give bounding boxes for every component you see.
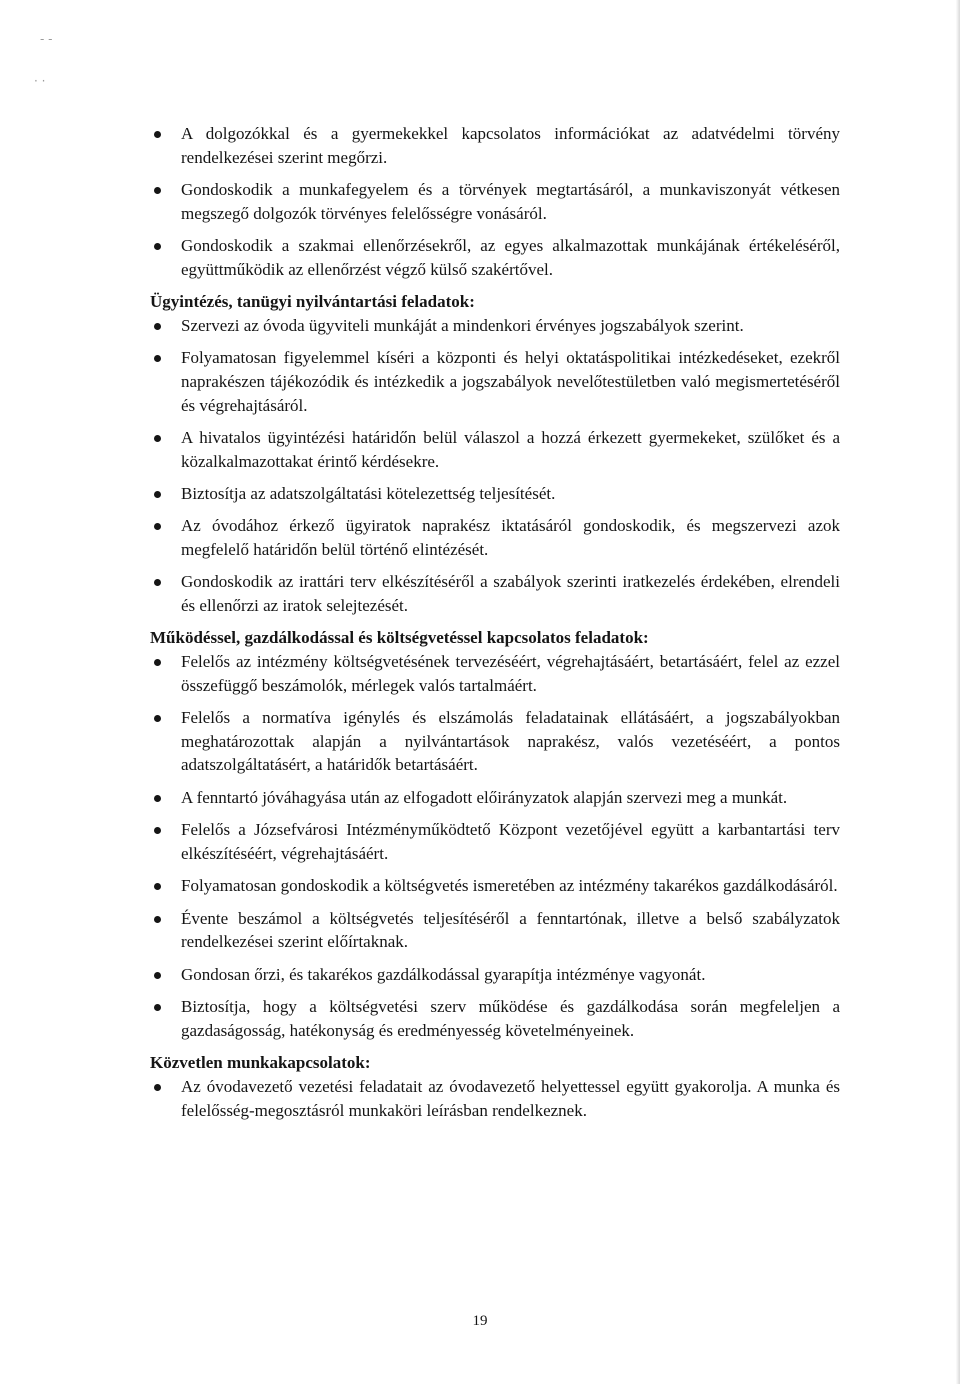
list-item: [150, 907, 840, 954]
list-item: [150, 314, 840, 338]
list-item: [150, 995, 840, 1042]
bullet-icon: [154, 715, 161, 722]
list-item-text: Felelős az intézmény költségvetésének tervezéséért, végrehajtásáért, betartásáért, felel az ezzel összefüggő beszámolók, mérlegek valós tartalmáért.: [181, 652, 840, 695]
list-item: [150, 874, 840, 898]
list-item: [150, 426, 840, 473]
list-item: [150, 122, 840, 169]
list-item-text: Évente beszámol a költségvetés teljesítéséről a fenntartónak, illetve a belső szabályzatok rendelkezései szerint előírtaknak.: [181, 908, 840, 952]
bullet-icon: [154, 883, 161, 890]
bullet-icon: [154, 491, 161, 498]
list-item-text: Felelős a normatíva igénylés és elszámolás feladatainak ellátásáért, a jogszabályokban meghatározottak alapján a nyilvántartások naprakész, valós vezetéséért, a pontos adatszolgáltatásért, a határidők betartásáért.: [181, 708, 840, 775]
list-item: [150, 178, 840, 225]
scan-mark: · ·: [34, 74, 46, 88]
bullet-icon: [154, 827, 161, 834]
list-item-text: A dolgozókkal és a gyermekekkel kapcsolatos információkat az adatvédelmi törvény rendelkezései szerint megőrzi.: [181, 124, 840, 167]
list-item: [150, 482, 840, 506]
list-item-text: Gondoskodik az irattári terv elkészítéséről a szabályok szerinti iratkezelés érdekében, elrendeli és ellenőrzi az iratok selejtezését.: [181, 572, 840, 615]
bullet-icon: [154, 243, 161, 250]
list-item-text: A fenntartó jóváhagyása után az elfogadott előirányzatok alapján szervezi meg a munkát.: [181, 787, 788, 807]
bullet-icon: [154, 435, 161, 442]
list-item: [150, 234, 840, 281]
operations-budget-list: [150, 650, 840, 1042]
list-item-text: Gondoskodik a munkafegyelem és a törvények megtartásáról, a munkaviszonyát vétkesen megszegő dolgozók törvényes felelősségre vonásáról.: [181, 179, 840, 223]
intro-list: [150, 122, 840, 281]
bullet-icon: [154, 355, 161, 362]
list-item: [150, 818, 840, 865]
list-item-text: Gondoskodik a szakmai ellenőrzésekről, az egyes alkalmazottak munkájának értékeléséről, együttműködik az ellenőrzést végző külső szakértővel.: [181, 235, 840, 279]
bullet-icon: [154, 972, 161, 979]
bullet-icon: [154, 523, 161, 530]
list-item-text: Biztosítja az adatszolgáltatási kötelezettség teljesítését.: [181, 483, 556, 503]
list-item: [150, 346, 840, 417]
bullet-icon: [154, 579, 161, 586]
administration-list: [150, 314, 840, 618]
list-item: [150, 786, 840, 810]
bullet-icon: [154, 323, 161, 330]
direct-relations-list: [150, 1075, 840, 1122]
document-content: [150, 122, 840, 1131]
list-item-text: Az óvodavezető vezetési feladatait az óvodavezető helyettessel együtt gyakorolja. A munka és felelősség-megosztásról munkaköri leírásban rendelkeznek.: [181, 1076, 840, 1120]
list-item-text: Folyamatosan gondoskodik a költségvetés ismeretében az intézmény takarékos gazdálkodásáról.: [181, 876, 838, 896]
scan-edge: [956, 0, 960, 1384]
list-item: [150, 514, 840, 561]
list-item: [150, 570, 840, 617]
bullet-icon: [154, 795, 161, 802]
scan-mark: - -: [40, 32, 53, 46]
list-item-text: Az óvodához érkező ügyiratok naprakész iktatásáról gondoskodik, és megszervezi azok megfelelő határidőn belül történő elintézését.: [181, 516, 840, 559]
bullet-icon: [154, 916, 161, 923]
list-item-text: A hivatalos ügyintézési határidőn belül válaszol a hozzá érkezett gyermekeket, szülőket és a közalkalmazottakat érintő kérdésekre.: [181, 427, 840, 471]
bullet-icon: [154, 1004, 161, 1011]
section-heading-direct-relations: Közvetlen munkakapcsolatok:: [150, 1052, 371, 1072]
bullet-icon: [154, 659, 161, 666]
page-number: 19: [472, 1313, 488, 1329]
list-item: [150, 963, 840, 987]
bullet-icon: [154, 187, 161, 194]
list-item: [150, 706, 840, 777]
list-item-text: Biztosítja, hogy a költségvetési szerv működése és gazdálkodása során megfeleljen a gazdaságosság, hatékonyság és eredményesség követelményeinek.: [181, 996, 840, 1040]
section-heading-administration: Ügyintézés, tanügyi nyilvántartási feladatok:: [150, 291, 475, 311]
list-item-text: Folyamatosan figyelemmel kíséri a központi és helyi oktatáspolitikai intézkedéseket, ezekről naprakészen tájékozódik és intézkedik a jogszabályok nevelőtestületben való megismertetéséről és végrehajtásáról.: [181, 348, 840, 415]
list-item-text: Szervezi az óvoda ügyviteli munkáját a mindenkori érvényes jogszabályok szerint.: [181, 315, 744, 335]
list-item: [150, 650, 840, 697]
list-item-text: Gondosan őrzi, és takarékos gazdálkodással gyarapítja intézménye vagyonát.: [181, 964, 706, 984]
bullet-icon: [154, 131, 161, 138]
list-item-text: Felelős a Józsefvárosi Intézményműködtető Központ vezetőjével együtt a karbantartási terv elkészítéséért, végrehajtásáért.: [181, 820, 840, 863]
list-item: [150, 1075, 840, 1122]
section-heading-operations-budget: Működéssel, gazdálkodással és költségvetéssel kapcsolatos feladatok:: [150, 628, 649, 648]
bullet-icon: [154, 1084, 161, 1091]
